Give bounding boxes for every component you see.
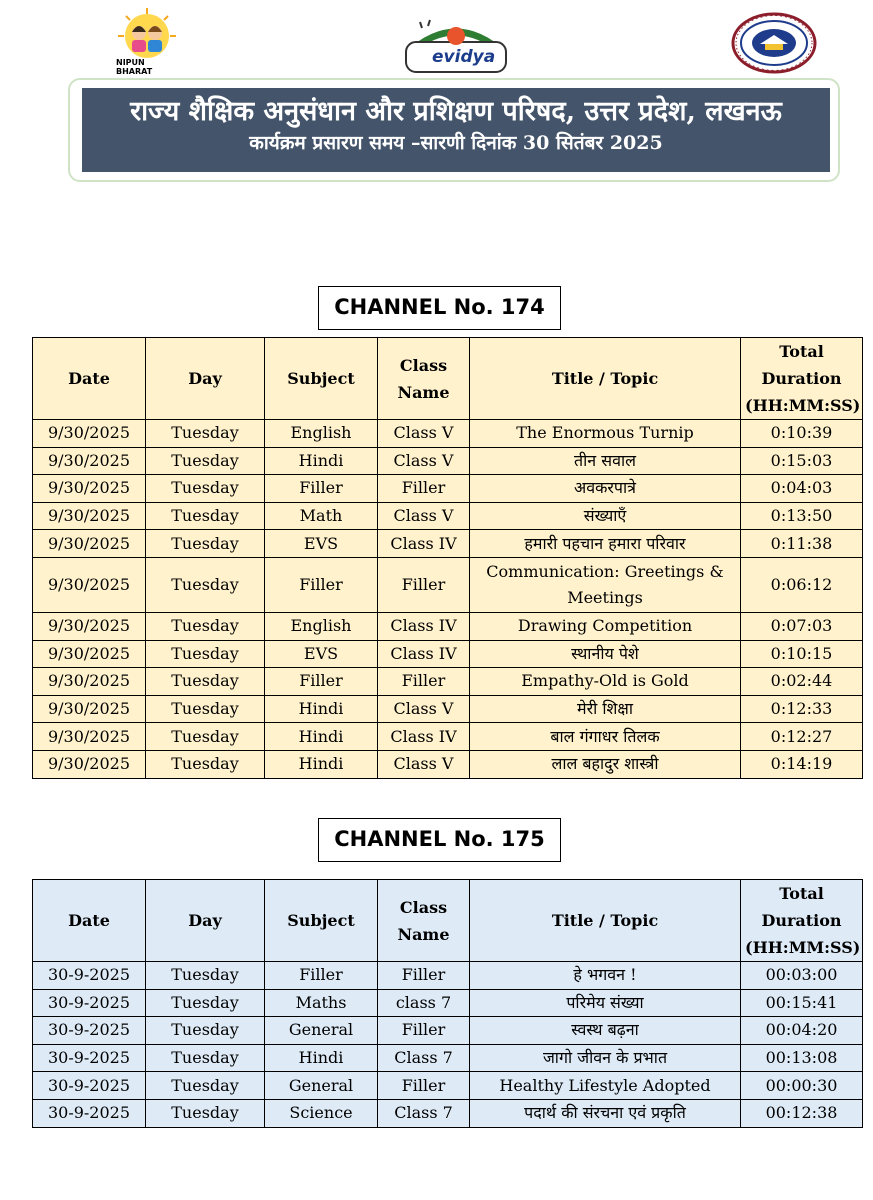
cell-day: Tuesday — [146, 962, 265, 990]
cell-class: Filler — [378, 1072, 470, 1100]
cell-title: Empathy-Old is Gold — [470, 668, 741, 696]
cell-date: 9/30/2025 — [33, 530, 146, 558]
cell-day: Tuesday — [146, 1044, 265, 1072]
cell-class: Filler — [378, 557, 470, 612]
cell-date: 9/30/2025 — [33, 612, 146, 640]
table-row — [33, 750, 863, 778]
cell-duration: 0:11:38 — [741, 530, 863, 558]
cell-title: बाल गंगाधर तिलक — [470, 723, 741, 751]
table-row — [33, 447, 863, 475]
cell-class: Class 7 — [378, 1099, 470, 1127]
cell-class: Class V — [378, 502, 470, 530]
cell-date: 9/30/2025 — [33, 723, 146, 751]
cell-class: Class IV — [378, 640, 470, 668]
cell-day: Tuesday — [146, 420, 265, 448]
cell-class: Class V — [378, 750, 470, 778]
cell-class: Filler — [378, 475, 470, 503]
cell-title: स्थानीय पेशे — [470, 640, 741, 668]
col-header-duration: Total Duration (HH:MM:SS) — [741, 880, 863, 962]
cell-duration: 0:04:03 — [741, 475, 863, 503]
page-subtitle: कार्यक्रम प्रसारण समय –सारणी दिनांक 30 सितंबर 2025 — [249, 132, 663, 154]
col-header-duration: Total Duration (HH:MM:SS) — [741, 338, 863, 420]
cell-duration: 00:12:38 — [741, 1099, 863, 1127]
table-row — [33, 557, 863, 612]
cell-subject: Hindi — [265, 695, 378, 723]
cell-subject: Filler — [265, 475, 378, 503]
table-row — [33, 640, 863, 668]
cell-subject: General — [265, 1072, 378, 1100]
cell-title: हमारी पहचान हमारा परिवार — [470, 530, 741, 558]
cell-duration: 0:12:33 — [741, 695, 863, 723]
table-row — [33, 962, 863, 990]
cell-date: 9/30/2025 — [33, 640, 146, 668]
cell-subject: English — [265, 420, 378, 448]
cell-date: 9/30/2025 — [33, 475, 146, 503]
cell-date: 9/30/2025 — [33, 750, 146, 778]
table-row — [33, 530, 863, 558]
channel-175-label: CHANNEL No. 175 — [318, 818, 561, 862]
cell-duration: 00:15:41 — [741, 989, 863, 1017]
cell-duration: 00:03:00 — [741, 962, 863, 990]
cell-title: तीन सवाल — [470, 447, 741, 475]
scert-seal-icon — [731, 12, 817, 74]
cell-duration: 0:15:03 — [741, 447, 863, 475]
page-title: राज्य शैक्षिक अनुसंधान और प्रशिक्षण परिषद, उत्तर प्रदेश, लखनऊ — [130, 96, 782, 127]
channel-174-label: CHANNEL No. 174 — [318, 286, 561, 330]
cell-day: Tuesday — [146, 612, 265, 640]
cell-date: 9/30/2025 — [33, 502, 146, 530]
cell-subject: Hindi — [265, 750, 378, 778]
cell-duration: 0:06:12 — [741, 557, 863, 612]
cell-day: Tuesday — [146, 640, 265, 668]
channel-175-table — [32, 879, 863, 1128]
cell-day: Tuesday — [146, 1017, 265, 1045]
cell-title: मेरी शिक्षा — [470, 695, 741, 723]
table-row — [33, 612, 863, 640]
cell-subject: Hindi — [265, 1044, 378, 1072]
cell-subject: Filler — [265, 557, 378, 612]
cell-duration: 0:10:39 — [741, 420, 863, 448]
cell-title: हे भगवन ! — [470, 962, 741, 990]
cell-title: लाल बहादुर शास्त्री — [470, 750, 741, 778]
table-row — [33, 989, 863, 1017]
cell-day: Tuesday — [146, 1099, 265, 1127]
cell-subject: Science — [265, 1099, 378, 1127]
cell-title: संख्याएँ — [470, 502, 741, 530]
cell-title: परिमेय संख्या — [470, 989, 741, 1017]
col-header-date: Date — [33, 338, 146, 420]
cell-class: Filler — [378, 1017, 470, 1045]
cell-subject: Hindi — [265, 447, 378, 475]
table-row — [33, 668, 863, 696]
cell-title: जागो जीवन के प्रभात — [470, 1044, 741, 1072]
cell-class: Filler — [378, 668, 470, 696]
cell-day: Tuesday — [146, 668, 265, 696]
table-row — [33, 1044, 863, 1072]
cell-date: 30-9-2025 — [33, 962, 146, 990]
cell-day: Tuesday — [146, 695, 265, 723]
cell-subject: EVS — [265, 640, 378, 668]
cell-duration: 0:13:50 — [741, 502, 863, 530]
cell-class: Class V — [378, 695, 470, 723]
cell-date: 30-9-2025 — [33, 1072, 146, 1100]
cell-day: Tuesday — [146, 530, 265, 558]
cell-subject: Math — [265, 502, 378, 530]
evidya-logo — [402, 14, 510, 74]
table-row — [33, 1072, 863, 1100]
cell-day: Tuesday — [146, 723, 265, 751]
cell-date: 9/30/2025 — [33, 420, 146, 448]
cell-duration: 0:12:27 — [741, 723, 863, 751]
cell-day: Tuesday — [146, 502, 265, 530]
cell-class: Class IV — [378, 612, 470, 640]
cell-subject: Filler — [265, 962, 378, 990]
cell-duration: 0:14:19 — [741, 750, 863, 778]
col-header-class: Class Name — [378, 880, 470, 962]
cell-duration: 00:13:08 — [741, 1044, 863, 1072]
cell-title: Communication: Greetings & Meetings — [470, 557, 741, 612]
cell-class: Class 7 — [378, 1044, 470, 1072]
cell-date: 30-9-2025 — [33, 989, 146, 1017]
table-row — [33, 1017, 863, 1045]
cell-date: 9/30/2025 — [33, 695, 146, 723]
cell-day: Tuesday — [146, 447, 265, 475]
cell-duration: 0:02:44 — [741, 668, 863, 696]
cell-title: The Enormous Turnip — [470, 420, 741, 448]
cell-subject: English — [265, 612, 378, 640]
cell-duration: 0:10:15 — [741, 640, 863, 668]
cell-subject: General — [265, 1017, 378, 1045]
cell-day: Tuesday — [146, 989, 265, 1017]
cell-class: Class V — [378, 420, 470, 448]
cell-day: Tuesday — [146, 1072, 265, 1100]
table-row — [33, 723, 863, 751]
table-header-row — [33, 338, 863, 420]
table-row — [33, 695, 863, 723]
table-header-row — [33, 880, 863, 962]
cell-title: Healthy Lifestyle Adopted — [470, 1072, 741, 1100]
col-header-title: Title / Topic — [470, 338, 741, 420]
cell-class: Class V — [378, 447, 470, 475]
cell-day: Tuesday — [146, 557, 265, 612]
evidya-logo-text: evidya — [432, 47, 496, 67]
col-header-day: Day — [146, 338, 265, 420]
cell-title: पदार्थ की संरचना एवं प्रकृति — [470, 1099, 741, 1127]
table-row — [33, 420, 863, 448]
cell-date: 9/30/2025 — [33, 447, 146, 475]
cell-duration: 0:07:03 — [741, 612, 863, 640]
col-header-class: Class Name — [378, 338, 470, 420]
col-header-subject: Subject — [265, 338, 378, 420]
col-header-date: Date — [33, 880, 146, 962]
cell-title: स्वस्थ बढ़ना — [470, 1017, 741, 1045]
cell-title: अवकरपात्रे — [470, 475, 741, 503]
col-header-day: Day — [146, 880, 265, 962]
cell-subject: Filler — [265, 668, 378, 696]
cell-date: 30-9-2025 — [33, 1017, 146, 1045]
cell-subject: Maths — [265, 989, 378, 1017]
cell-class: Class IV — [378, 530, 470, 558]
cell-title: Drawing Competition — [470, 612, 741, 640]
cell-date: 9/30/2025 — [33, 557, 146, 612]
cell-day: Tuesday — [146, 475, 265, 503]
table-row — [33, 502, 863, 530]
nipun-logo-text: NIPUN BHARAT — [116, 58, 153, 76]
cell-class: Filler — [378, 962, 470, 990]
cell-subject: EVS — [265, 530, 378, 558]
table-row — [33, 1099, 863, 1127]
cell-duration: 00:04:20 — [741, 1017, 863, 1045]
col-header-subject: Subject — [265, 880, 378, 962]
cell-subject: Hindi — [265, 723, 378, 751]
header-banner — [82, 88, 830, 172]
cell-duration: 00:00:30 — [741, 1072, 863, 1100]
cell-date: 30-9-2025 — [33, 1099, 146, 1127]
col-header-title: Title / Topic — [470, 880, 741, 962]
nipun-bharat-logo — [108, 8, 186, 78]
table-row — [33, 475, 863, 503]
channel-174-table — [32, 337, 863, 779]
cell-date: 30-9-2025 — [33, 1044, 146, 1072]
cell-class: Class IV — [378, 723, 470, 751]
cell-class: class 7 — [378, 989, 470, 1017]
cell-day: Tuesday — [146, 750, 265, 778]
cell-date: 9/30/2025 — [33, 668, 146, 696]
